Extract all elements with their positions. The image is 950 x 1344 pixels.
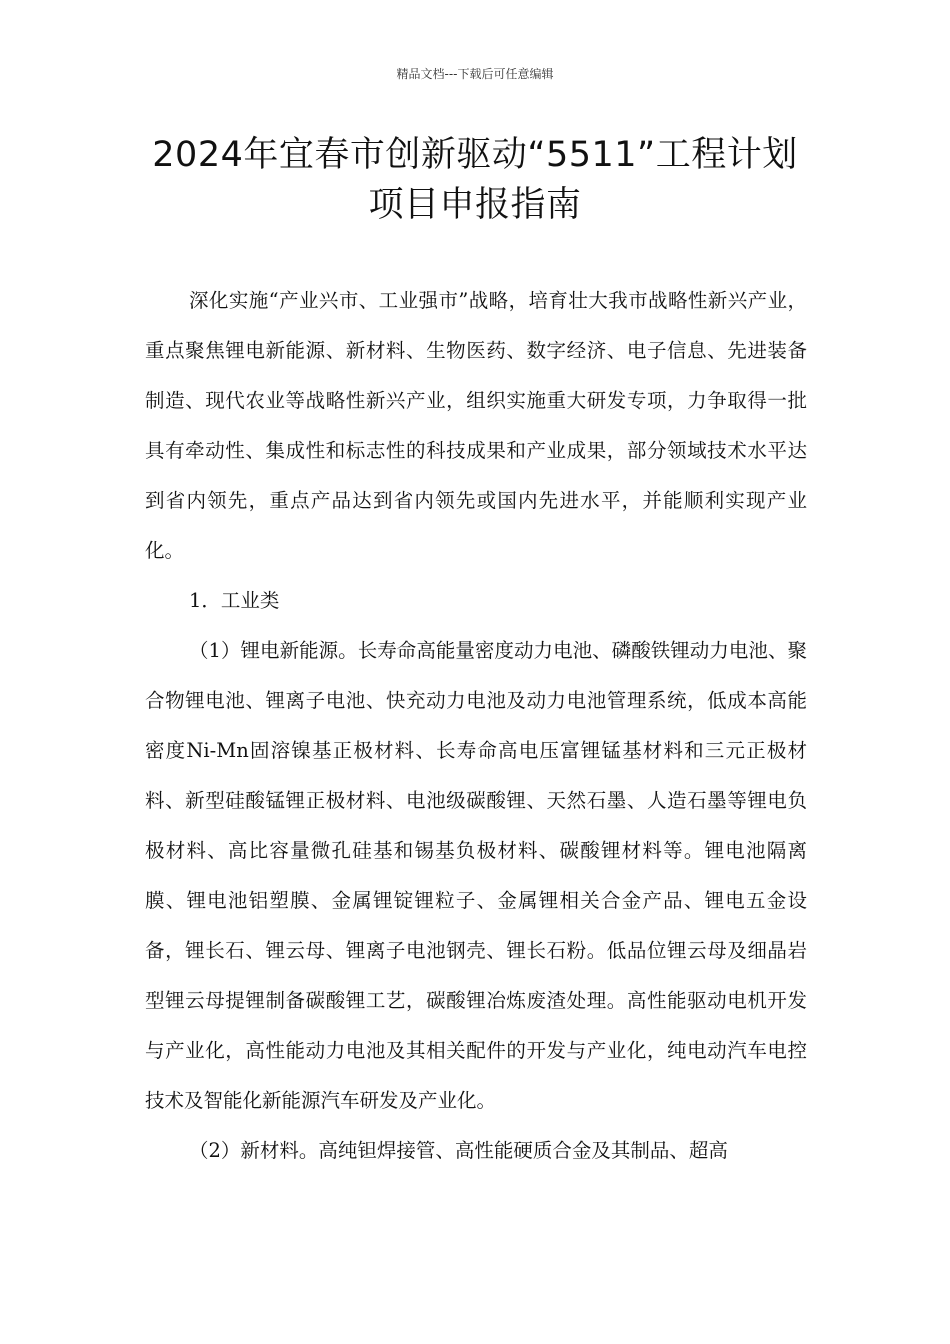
intro-paragraph: 深化实施“产业兴市、工业强市”战略，培育壮大我市战略性新兴产业，重点聚焦锂电新能源、新材料、生物医药、数字经济、电子信息、先进装备制造、现代农业等战略性新兴产业，组织实施重大研发专项，力争取得一批具有牵动性、集成性和标志性的科技成果和产业成果，部分领域技术水平达到省内领先，重点产品达到省内领先或国内先进水平，并能顺利实现产业化。 bbox=[145, 289, 807, 562]
paragraph-new-materials: （2）新材料。高纯钽焊接管、高性能硬质合金及其制品、超高 bbox=[189, 1139, 728, 1162]
section-heading-industry: 1．工业类 bbox=[189, 589, 280, 612]
document-body bbox=[145, 276, 807, 1176]
paragraph-lithium-energy: （1）锂电新能源。长寿命高能量密度动力电池、磷酸铁锂动力电池、聚合物锂电池、锂离子电池、快充动力电池及动力电池管理系统，低成本高能密度Ni-Mn固溶镍基正极材料、长寿命高电压富锂锰基材料和三元正极材料、新型硅酸锰锂正极材料、电池级碳酸锂、天然石墨、人造石墨等锂电负极材料、高比容量微孔硅基和锡基负极材料、碳酸锂材料等。锂电池隔离膜、锂电池铝塑膜、金属锂锭锂粒子、金属锂相关合金产品、锂电五金设备，锂长石、锂云母、锂离子电池钢壳、锂长石粉。低品位锂云母及细晶岩型锂云母提锂制备碳酸锂工艺，碳酸锂冶炼废渣处理。高性能驱动电机开发与产业化，高性能动力电池及其相关配件的开发与产业化，纯电动汽车电控技术及智能化新能源汽车研发及产业化。 bbox=[145, 639, 807, 1112]
document-title: 2024年宜春市创新驱动“5511”工程计划项目申报指南 bbox=[152, 135, 798, 225]
header-note: 精品文档---下载后可任意编辑 bbox=[396, 67, 554, 81]
